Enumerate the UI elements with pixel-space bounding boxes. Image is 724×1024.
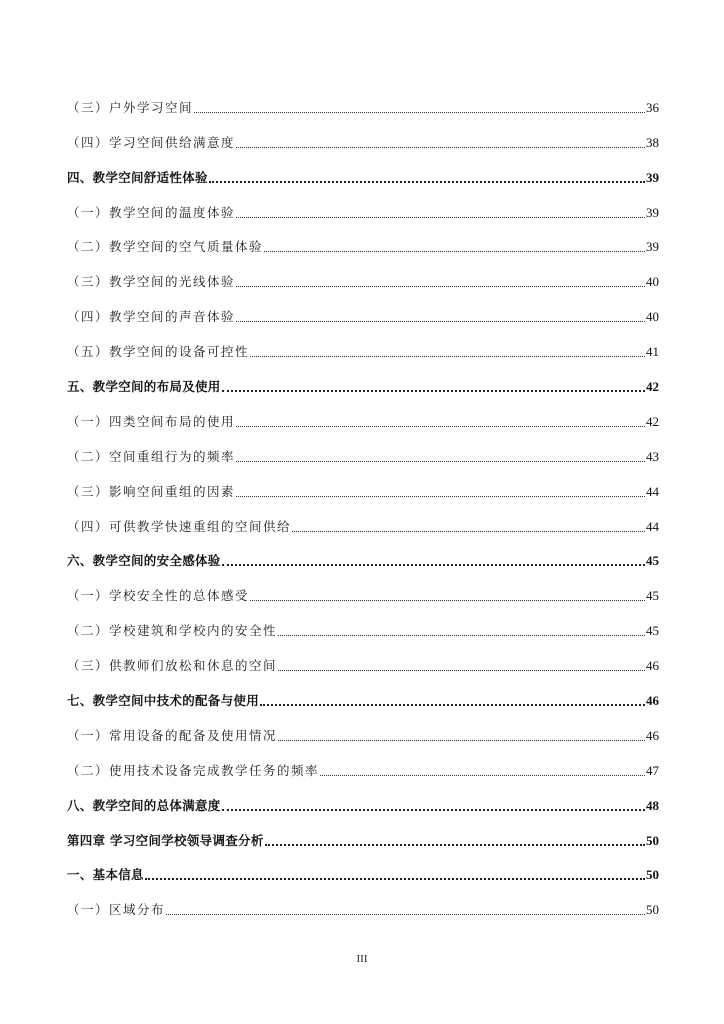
toc-entry-title: （三）教学空间的光线体验 — [67, 274, 236, 290]
toc-dot-leader — [320, 775, 645, 776]
toc-dot-leader — [265, 844, 645, 846]
toc-entry-page: 46 — [646, 693, 659, 709]
toc-section-entry[interactable] — [67, 162, 659, 197]
toc-entry[interactable] — [67, 441, 659, 476]
toc-section-entry[interactable] — [67, 790, 659, 825]
toc-dot-leader — [222, 390, 645, 392]
toc-entry-page: 50 — [646, 832, 659, 848]
toc-entry-title: （四）教学空间的声音体验 — [67, 309, 236, 325]
toc-entry[interactable] — [67, 127, 659, 162]
toc-entry-title: （四）可供教学快速重组的空间供给 — [67, 518, 292, 534]
toc-dot-leader — [278, 670, 645, 671]
toc-entry-page: 41 — [646, 344, 659, 360]
toc-section-entry[interactable] — [67, 685, 659, 720]
toc-dot-leader — [166, 914, 645, 915]
toc-entry-title: （二）使用技术设备完成教学任务的频率 — [67, 762, 320, 778]
toc-entry-page: 47 — [646, 762, 659, 778]
toc-section-entry[interactable] — [67, 546, 659, 581]
toc-chapter-entry[interactable] — [67, 825, 659, 860]
toc-section-entry[interactable] — [67, 860, 659, 895]
toc-dot-leader — [145, 878, 645, 880]
toc-entry-page: 43 — [646, 448, 659, 464]
toc-entry-page: 39 — [646, 204, 659, 220]
toc-entry[interactable] — [67, 197, 659, 232]
toc-entry[interactable] — [67, 336, 659, 371]
toc-entry-page: 45 — [646, 623, 659, 639]
toc-entry-page: 38 — [646, 134, 659, 150]
toc-dot-leader — [260, 704, 645, 706]
toc-entry[interactable] — [67, 615, 659, 650]
toc-entry-page: 44 — [646, 518, 659, 534]
toc-entry-page: 39 — [646, 169, 659, 185]
toc-entry-title: 一、基本信息 — [67, 867, 144, 883]
toc-entry-title: （三）户外学习空间 — [67, 99, 194, 115]
toc-dot-leader — [236, 496, 645, 497]
toc-entry-title: （一）教学空间的温度体验 — [67, 204, 236, 220]
toc-entry-title: （三）供教师们放松和休息的空间 — [67, 658, 278, 674]
toc-entry-title: 六、教学空间的安全感体验 — [67, 553, 221, 569]
table-of-contents — [67, 92, 659, 929]
toc-entry-page: 39 — [646, 239, 659, 255]
toc-entry-title: （二）教学空间的空气质量体验 — [67, 239, 264, 255]
toc-dot-leader — [236, 286, 645, 287]
toc-entry[interactable] — [67, 92, 659, 127]
toc-entry[interactable] — [67, 650, 659, 685]
toc-entry-page: 50 — [646, 902, 659, 918]
toc-entry-title: （五）教学空间的设备可控性 — [67, 344, 250, 360]
toc-dot-leader — [236, 217, 645, 218]
toc-dot-leader — [194, 112, 645, 113]
toc-dot-leader — [264, 251, 645, 252]
toc-entry[interactable] — [67, 476, 659, 511]
toc-entry-title: 第四章 学习空间学校领导调查分析 — [67, 832, 264, 848]
toc-dot-leader — [250, 356, 645, 357]
toc-entry-page: 44 — [646, 483, 659, 499]
toc-entry[interactable] — [67, 232, 659, 267]
toc-entry-page: 45 — [646, 553, 659, 569]
toc-entry-title: （一）常用设备的配备及使用情况 — [67, 727, 278, 743]
toc-dot-leader — [278, 740, 645, 741]
toc-entry-title: （一）学校安全性的总体感受 — [67, 588, 250, 604]
toc-dot-leader — [236, 147, 645, 148]
toc-entry-page: 40 — [646, 309, 659, 325]
toc-entry-page: 36 — [646, 99, 659, 115]
toc-entry-title: （二）学校建筑和学校内的安全性 — [67, 623, 278, 639]
toc-entry-page: 46 — [646, 727, 659, 743]
toc-entry[interactable] — [67, 301, 659, 336]
toc-entry-page: 48 — [646, 797, 659, 813]
toc-dot-leader — [278, 635, 645, 636]
toc-entry-title: （一）四类空间布局的使用 — [67, 413, 236, 429]
toc-entry-page: 46 — [646, 658, 659, 674]
toc-entry-page: 42 — [646, 379, 659, 395]
toc-entry[interactable] — [67, 266, 659, 301]
toc-dot-leader — [292, 531, 645, 532]
toc-entry[interactable] — [67, 580, 659, 615]
toc-entry-title: （二）空间重组行为的频率 — [67, 448, 236, 464]
toc-dot-leader — [209, 181, 645, 183]
toc-entry-page: 40 — [646, 274, 659, 290]
toc-entry[interactable] — [67, 720, 659, 755]
toc-dot-leader — [236, 321, 645, 322]
toc-entry[interactable] — [67, 894, 659, 929]
toc-dot-leader — [236, 426, 645, 427]
toc-dot-leader — [222, 564, 645, 566]
toc-entry-page: 50 — [646, 867, 659, 883]
toc-entry-title: 五、教学空间的布局及使用 — [67, 379, 221, 395]
toc-entry-title: （三）影响空间重组的因素 — [67, 483, 236, 499]
page-number: III — [356, 953, 368, 965]
toc-entry-title: 七、教学空间中技术的配备与使用 — [67, 693, 260, 709]
toc-entry-title: 八、教学空间的总体满意度 — [67, 797, 221, 813]
toc-entry-page: 42 — [646, 413, 659, 429]
toc-entry[interactable] — [67, 755, 659, 790]
toc-entry-title: （四）学习空间供给满意度 — [67, 134, 236, 150]
toc-entry[interactable] — [67, 511, 659, 546]
toc-dot-leader — [236, 461, 645, 462]
toc-section-entry[interactable] — [67, 371, 659, 406]
toc-entry-title: （一）区域分布 — [67, 902, 166, 918]
toc-dot-leader — [222, 809, 645, 811]
toc-entry[interactable] — [67, 406, 659, 441]
toc-entry-page: 45 — [646, 588, 659, 604]
toc-entry-title: 四、教学空间舒适性体验 — [67, 169, 208, 185]
toc-dot-leader — [250, 600, 645, 601]
